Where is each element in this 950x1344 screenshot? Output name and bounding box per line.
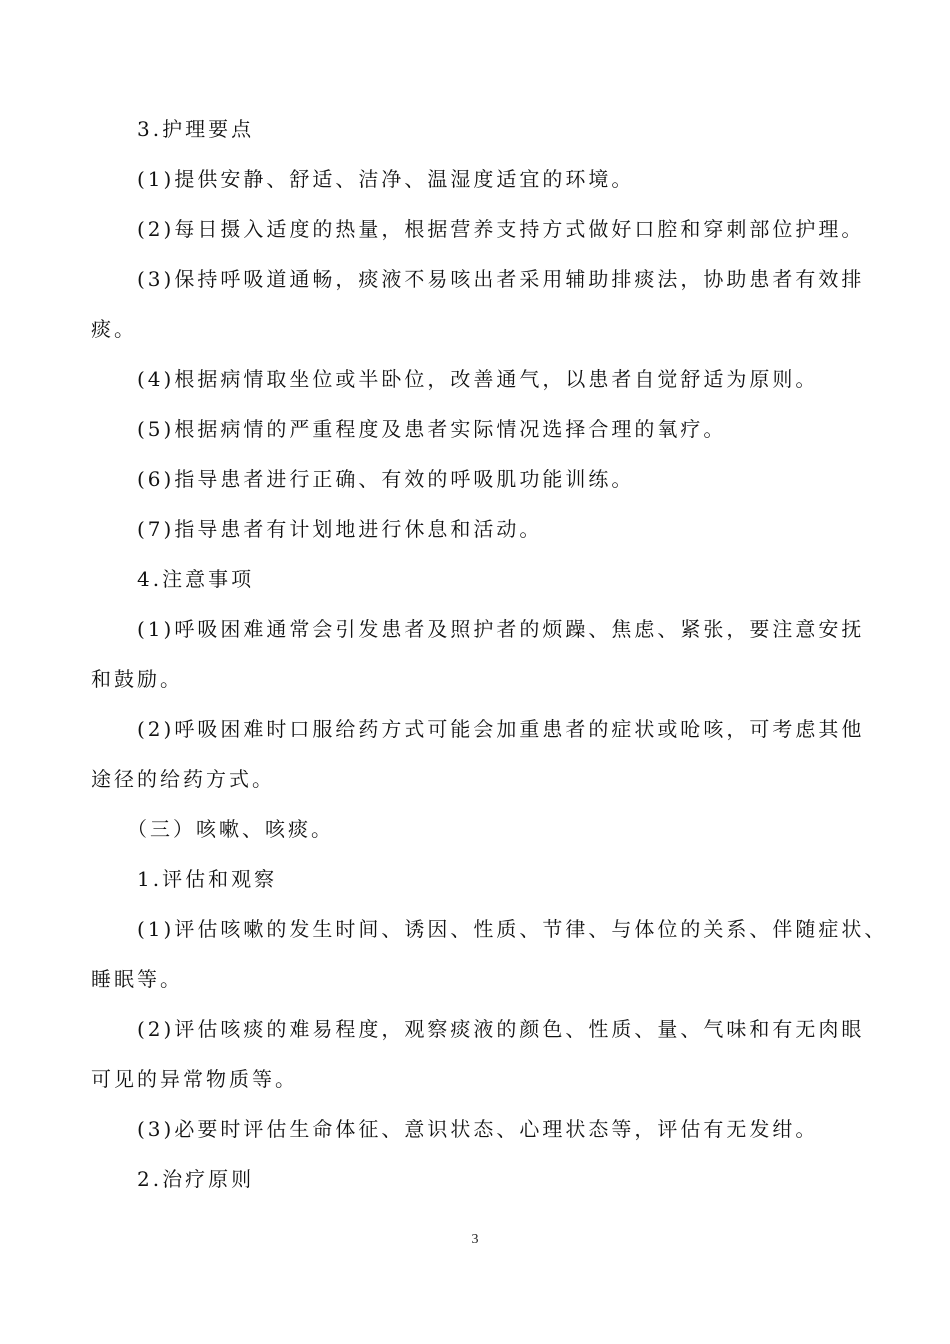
paragraph-line: (3)必要时评估生命体征、意识状态、心理状态等，评估有无发绀。 [137,1117,819,1141]
paragraph-line-continued: 睡眠等。 [91,967,183,991]
section-heading-cough: （三）咳嗽、咳痰。 [127,817,334,841]
paragraph-line: (1)评估咳嗽的发生时间、诱因、性质、节律、与体位的关系、伴随症状、 [137,917,888,941]
page-number: 3 [471,1232,479,1247]
paragraph-line: (2)评估咳痰的难易程度，观察痰液的颜色、性质、量、气味和有无肉眼 [137,1017,865,1041]
paragraph-line-continued: 和鼓励。 [91,667,183,691]
paragraph-line: (5)根据病情的严重程度及患者实际情况选择合理的氧疗。 [137,417,727,441]
paragraph-line: (7)指导患者有计划地进行休息和活动。 [137,517,543,541]
heading-precautions: 4.注意事项 [137,567,255,591]
heading-nursing-points: 3.护理要点 [137,117,255,141]
paragraph-line: (4)根据病情取坐位或半卧位，改善通气，以患者自觉舒适为原则。 [137,367,819,391]
paragraph-line: (1)呼吸困难通常会引发患者及照护者的烦躁、焦虑、紧张，要注意安抚 [137,617,865,641]
paragraph-line: (2)呼吸困难时口服给药方式可能会加重患者的症状或呛咳，可考虑其他 [137,717,865,741]
paragraph-line-continued: 途径的给药方式。 [91,767,275,791]
heading-assessment: 1.评估和观察 [137,867,278,891]
paragraph-line: (1)提供安静、舒适、洁净、温湿度适宜的环境。 [137,167,635,191]
paragraph-line: (6)指导患者进行正确、有效的呼吸肌功能训练。 [137,467,635,491]
paragraph-line-continued: 痰。 [91,317,137,341]
heading-treatment-principles: 2.治疗原则 [137,1167,255,1191]
paragraph-line-continued: 可见的异常物质等。 [91,1067,298,1091]
paragraph-line: (3)保持呼吸道通畅，痰液不易咳出者采用辅助排痰法，协助患者有效排 [137,267,865,291]
paragraph-line: (2)每日摄入适度的热量，根据营养支持方式做好口腔和穿刺部位护理。 [137,217,865,241]
